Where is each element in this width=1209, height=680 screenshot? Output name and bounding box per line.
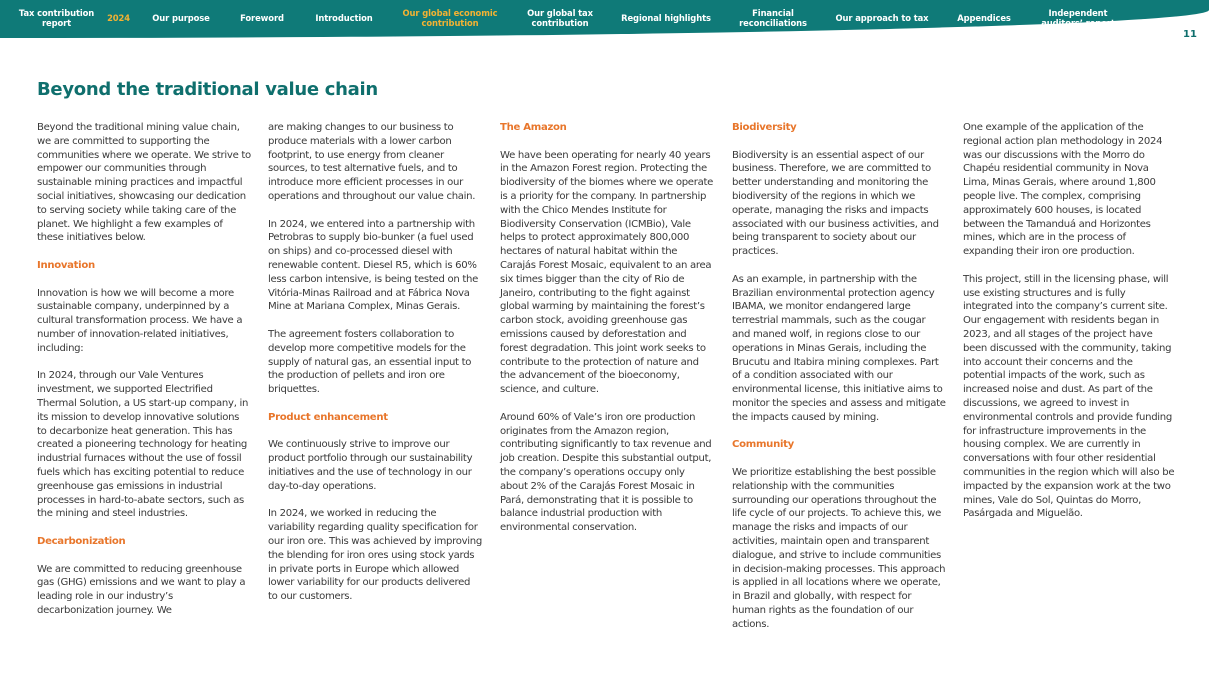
iron-ore-quality-paragraph: In 2024, we worked in reducing the variability regarding quality specification for our iron ore. This was achieved by improving the blending for iron ores using stock yards in private ports in Europe which allowed lower variability for our products delivered to our customers. (268, 508, 482, 603)
text-column-4 (732, 121, 946, 631)
community-heading: Community (732, 439, 794, 451)
text-column-3 (500, 121, 714, 535)
text-column-1 (37, 121, 251, 618)
nav-tab-regional-highlights[interactable]: Regional highlights (621, 13, 711, 23)
nav-tab-introduction[interactable]: Introduction (315, 13, 373, 23)
nav-tab-year: 2024 (107, 13, 130, 23)
innovation-heading: Innovation (37, 259, 95, 271)
top-navigation-bar (0, 0, 1209, 38)
petrobras-paragraph: In 2024, we entered into a partnership with Petrobras to supply bio-bunker (a fuel used on ships) and co-processed diesel with renewable content. Diesel R5, which is 60% less carbon intensive, is being tested on the Vitória-Minas Railroad and at Fábrica Nova Mine at Mariana Complex, Minas Gerais. (268, 218, 479, 313)
product-enhancement-heading: Product enhancement (268, 411, 388, 423)
nav-tab-our-purpose[interactable]: Our purpose (152, 13, 210, 23)
nav-tab-financial-reconciliations[interactable]: Financial reconciliations (739, 8, 807, 28)
nav-tab-independent-auditors-report[interactable]: Independent auditors’ report (1041, 8, 1115, 28)
iron-ore-production-paragraph: Around 60% of Vale’s iron ore production originates from the Amazon region, contributing significantly to tax revenue and job creation. Despite this substantial output, the company’s operations occupy only about 2% of the Carajás Forest Mosaic in Pará, demonstrating that it is possible to balance industrial production with environmental conservation. (500, 411, 712, 534)
nav-tab-our-global-economic-contribution[interactable]: Our global economic contribution (402, 8, 498, 28)
decarbonization-continued-paragraph: are making changes to our business to produce materials with a lower carbon footprint, to use energy from cleaner sources, to test alternative fuels, and to introduce more efficient processes in our operations and throughout our value chain. (268, 122, 476, 202)
page-number: 11 (1183, 29, 1197, 40)
intro-paragraph: Beyond the traditional mining value chain, we are committed to supporting the communities where we operate. We strive to empower our communities through sustainable mining practices and impactful social initiatives, showcasing our dedication to serving society while taking care of the planet. We highlight a few examples of these initiatives below. (37, 122, 251, 244)
decarbonization-heading: Decarbonization (37, 535, 126, 547)
morro-do-chapeu-paragraph: One example of the application of the regional action plan methodology in 2024 was our discussions with the Morro do Chapéu residential community in Nova Lima, Minas Gerais, where around 1,800 people live. The complex, comprising approximately 600 houses, is located between the Tamanduá and Horizontes mines, which are in the process of expanding their iron ore production. (963, 122, 1163, 258)
nav-tab-label: Tax contribution report (18, 8, 95, 28)
natural-gas-paragraph: The agreement fosters collaboration to develop more competitive models for the supply of natural gas, an essential input to the production of pellets and iron ore briquettes. (268, 328, 472, 396)
amazon-paragraph: We have been operating for nearly 40 years in the Amazon Forest region. Protecting the biodiversity of the biomes where we operate is a priority for the company. In partnership with the Chico Mendes Institute for Biodiversity Conservation (ICMBio), Vale helps to protect approximately 800,000 hectares of natural habitat within the Carajás Forest Mosaic, equivalent to an area six times bigger than the city of Rio de Janeiro, contributing to the fight against global warming by maintaining the forest’s carbon stock, avoiding greenhouse gas emissions caused by deforestation and forest degradation. This joint work seeks to contribute to the protection of nature and the advancement of the bioeconomy, science, and culture. (500, 149, 714, 396)
vale-ventures-paragraph: In 2024, through our Vale Ventures investment, we supported Electrified Thermal Solution, a US start-up company, in its mission to develop innovative solutions to decarbonize heat generation. This has created a pioneering technology for heating industrial furnaces without the use of fossil fuels which has exciting potential to reduce greenhouse gas emissions in industrial processes in hard-to-abate sectors, such as the mining and steel industries. (37, 370, 249, 520)
nav-tab-foreword[interactable]: Foreword (240, 13, 284, 23)
biodiversity-heading: Biodiversity (732, 122, 797, 133)
ibama-paragraph: As an example, in partnership with the Brazilian environmental protection agency IBAMA, we monitor endangered large terrestrial mammals, such as the cougar and maned wolf, in regions close to our operations in Minas Gerais, including the Brucutu and Itabira mining complexes. Part of a condition associated with our environmental license, this initiative aims to monitor the species and assess and mitigate the impacts caused by mining. (732, 273, 946, 423)
nav-tab-appendices[interactable]: Appendices (957, 13, 1011, 23)
nav-tab-our-global-tax-contribution[interactable]: Our global tax contribution (527, 8, 593, 28)
innovation-paragraph: Innovation is how we will become a more sustainable company, underpinned by a cultural transformation process. We have a number of innovation-related initiatives, including: (37, 287, 243, 354)
product-portfolio-paragraph: We continuously strive to improve our product portfolio through our sustainability initiatives and the use of technology in our day-to-day operations. (268, 439, 473, 492)
page-title: Beyond the traditional value chain (37, 79, 378, 100)
licensing-phase-paragraph: This project, still in the licensing phase, will use existing structures and is fully integrated into the company’s current site. Our engagement with residents began in 2023, and all stages of the project have been discussed with the community, taking into account their concerns and the potential impacts of the work, such as increased noise and dust. As part of the discussions, we agreed to invest in environmental controls and provide funding for infrastructure improvements in the housing complex. We are currently in conversations with four other residential communities in the region which will also be impacted by the expansion work at the two mines, Vale do Sol, Quintas do Morro, Pasárgada and Miguelão. (963, 273, 1175, 520)
biodiversity-paragraph: Biodiversity is an essential aspect of our business. Therefore, we are committed to better understanding and monitoring the biodiversity of the regions in which we operate, managing the risks and impacts associated with our business activities, and being transparent to society about our practices. (732, 149, 939, 258)
amazon-heading: The Amazon (500, 122, 567, 133)
nav-tab-tax-contribution-report[interactable] (6, 0, 130, 36)
text-column-5 (963, 121, 1177, 521)
decarbonization-paragraph: We are committed to reducing greenhouse gas (GHG) emissions and we want to play a leading role in our industry’s decarbonization journey. We (37, 563, 246, 616)
community-paragraph: We prioritize establishing the best possible relationship with the communities surrounding our operations throughout the life cycle of our projects. To achieve this, we manage the risks and impacts of our activities, maintain open and transparent dialogue, and strive to include communities in decision-making processes. This approach is applied in all locations where we operate, in Brazil and globally, with respect for human rights as the foundation of our actions. (732, 466, 946, 630)
nav-tab-our-approach-to-tax[interactable]: Our approach to tax (835, 13, 929, 23)
text-column-2 (268, 121, 482, 604)
